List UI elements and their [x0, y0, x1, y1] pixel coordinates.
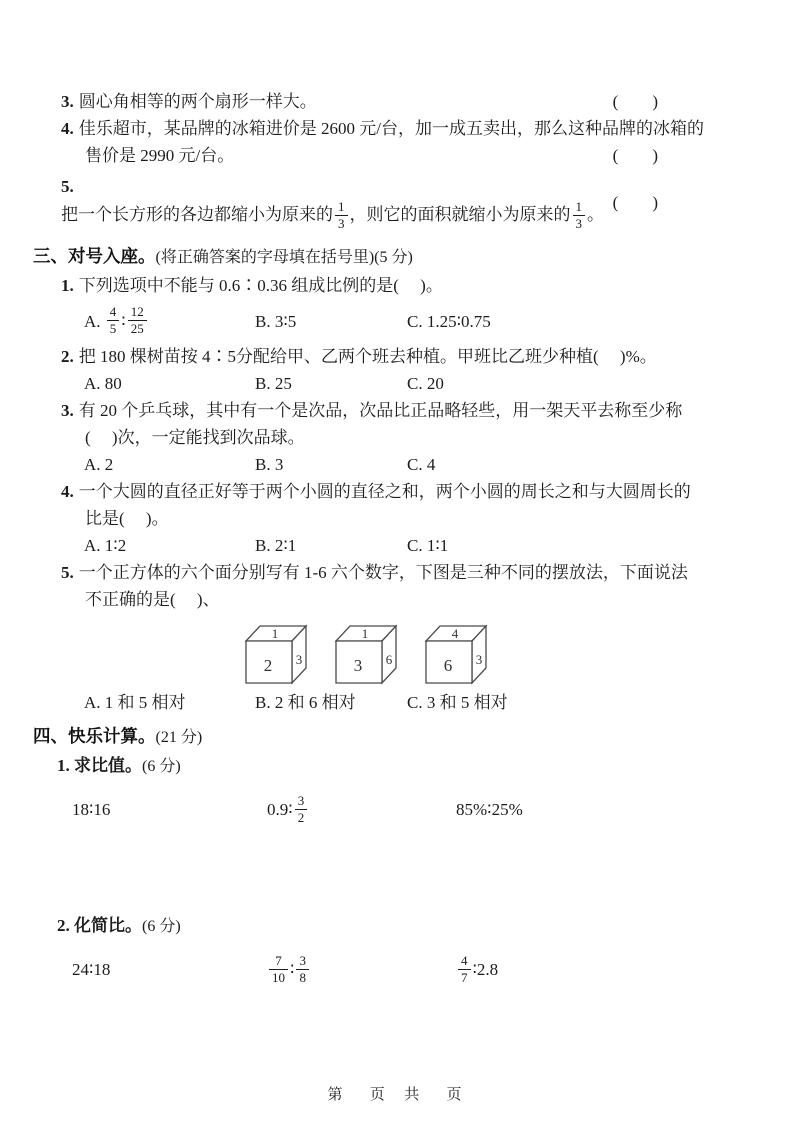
- answer-bracket: ( ): [612, 92, 658, 111]
- judgment-item-3-text: [61, 88, 605, 115]
- calc-sub1-items: [72, 788, 723, 832]
- judgment-item-5: [61, 173, 723, 232]
- question-number: 3.: [61, 92, 74, 111]
- fraction: $\frac{1}{3}$: [573, 199, 586, 231]
- calc-sub2-items: [72, 948, 723, 992]
- calc-item: $\frac{4}{7}$ ∶2.8: [456, 948, 723, 992]
- option-a: A. 1 和 5 相对: [84, 693, 186, 713]
- judgment-item-4-line1: [61, 115, 723, 142]
- subsection-note: (6 分): [142, 758, 181, 776]
- question-line2: 不正确的是( )、: [85, 590, 220, 610]
- option-b: B. 3: [255, 455, 284, 475]
- cube2-top-number: 1: [361, 626, 369, 642]
- calc-item: $\frac{7}{10}$ ∶ $\frac{3}{8}$: [267, 948, 456, 992]
- option-b: B. 3∶5: [255, 311, 297, 331]
- option-b: B. 2∶1: [255, 536, 297, 556]
- cube1-front-number: 2: [263, 656, 273, 676]
- fraction: $\frac{7}{10}$: [269, 953, 288, 985]
- options-row: [84, 370, 723, 397]
- question-line: [61, 559, 723, 586]
- question-text: 一个正方体的六个面分别写有 1-6 六个数字，下图是三种不同的摆放法，下面说法: [78, 563, 688, 583]
- question-text: 圆心角相等的两个扇形一样大。: [78, 92, 317, 111]
- question-text: 下列选项中不能与 0.6∶0.36 组成比例的是( )。: [78, 276, 443, 296]
- calc-section-heading: [33, 722, 723, 752]
- choice-question-5: [33, 559, 723, 716]
- choice-question-1: [33, 272, 723, 343]
- calc-item: 0.9∶ $\frac{3}{2}$: [267, 788, 456, 832]
- option-b: B. 2 和 6 相对: [255, 693, 356, 713]
- question-line: [61, 272, 723, 299]
- option-a: A. $\frac{4}{5}$ ∶ $\frac{12}{25}$: [84, 299, 255, 343]
- cube-diagrams: [238, 619, 723, 689]
- calc-sub1: [33, 752, 723, 832]
- cube1-right-number: 3: [295, 652, 303, 668]
- option-b: B. 25: [255, 374, 292, 394]
- fraction: $\frac{4}{5}$: [107, 304, 120, 336]
- question-text: 把 180 棵树苗按 4∶5分配给甲、乙两个班去种植。甲班比乙班少种植( )%。: [78, 347, 657, 367]
- fraction: $\frac{12}{25}$: [128, 304, 147, 336]
- choice-question-4: [33, 478, 723, 559]
- question-line: [61, 478, 723, 505]
- question-number: 5.: [61, 177, 74, 196]
- cube2-right-number: 6: [385, 652, 393, 668]
- judgment-item-4-line2-row: [61, 142, 723, 169]
- calc-sub1-heading: [57, 752, 723, 780]
- question-number: 4.: [61, 482, 74, 502]
- question-text: 售价是 2990 元/台。: [85, 146, 235, 165]
- cube-diagram-2: [328, 619, 410, 689]
- option-c: C. 3 和 5 相对: [407, 693, 508, 713]
- cube1-top-number: 1: [271, 626, 279, 642]
- cube2-front-number: 3: [353, 656, 363, 676]
- question-line2: 比是( )。: [85, 509, 169, 529]
- fraction: $\frac{4}{7}$: [458, 953, 471, 985]
- option-a: A. 80: [84, 374, 122, 394]
- question-number: 5.: [61, 563, 74, 583]
- question-line: [61, 343, 723, 370]
- fraction: $\frac{3}{8}$: [296, 953, 309, 985]
- judgment-item-3: [61, 88, 723, 115]
- cube-diagram-1: [238, 619, 320, 689]
- question-text: 佳乐超市，某品牌的冰箱进价是 2600 元/台，加一成五卖出，那么这种品牌的冰箱的: [78, 119, 704, 138]
- answer-bracket: ( ): [612, 146, 658, 165]
- calc-item: 18∶16: [72, 800, 111, 820]
- question-number: 4.: [61, 119, 74, 138]
- cube3-right-number: 3: [475, 652, 483, 668]
- question-text: 一个大圆的直径正好等于两个小圆的直径之和，两个小圆的周长之和与大圆周长的: [78, 482, 691, 502]
- calc-item: 85%∶25%: [456, 800, 523, 820]
- answer-bracket: ( ): [612, 193, 658, 213]
- page-footer: 第 页 共 页: [327, 1087, 466, 1103]
- question-number: 1.: [61, 276, 74, 296]
- section-note: (将正确答案的字母填在括号里)(5 分): [155, 249, 413, 267]
- option-c: C. 1∶1: [407, 536, 449, 556]
- options-row: [84, 532, 723, 559]
- options-row: [84, 299, 723, 343]
- fraction: $\frac{3}{2}$: [295, 793, 308, 825]
- judgment-item-4: [33, 115, 723, 169]
- option-a: A. 2: [84, 455, 114, 475]
- options-row: [84, 451, 723, 478]
- cube-diagram-3: [418, 619, 500, 689]
- option-c: C. 4: [407, 455, 436, 475]
- question-number: 2.: [61, 347, 74, 367]
- choice-question-2: [33, 343, 723, 397]
- question-line2: ( )次，一定能找到次品球。: [85, 428, 305, 448]
- calc-item: 24∶18: [72, 960, 111, 980]
- subsection-note: (6 分): [142, 918, 181, 936]
- option-c: C. 1.25∶0.75: [407, 311, 491, 331]
- calc-section: [33, 722, 723, 992]
- question-text: 有 20 个乒乓球，其中有一个是次品，次品比正品略轻些，用一架天平去称至少称: [78, 401, 683, 421]
- cube3-top-number: 4: [451, 626, 459, 642]
- fraction: $\frac{1}{3}$: [335, 199, 348, 231]
- question-text: 把一个长方形的各边都缩小为原来的 $\frac{1}{3}$ ，则它的面积就缩小为原来的 $\frac{1}{3}$ 。: [61, 199, 604, 231]
- option-a: A. 1∶2: [84, 536, 127, 556]
- calc-sub2-heading: [57, 912, 723, 940]
- calc-sub2: [33, 912, 723, 992]
- section-note: (21 分): [155, 729, 203, 747]
- choice-section-heading: [33, 242, 723, 272]
- judgment-item-5-text: [61, 173, 605, 232]
- section-title: 三、对号入座。: [33, 246, 156, 267]
- choice-question-3: [33, 397, 723, 478]
- question-line: [61, 397, 723, 424]
- question-number: 3.: [61, 401, 74, 421]
- cube3-front-number: 6: [443, 656, 453, 676]
- section-title: 四、快乐计算。: [33, 726, 156, 747]
- subsection-label: 2. 化简比。: [57, 916, 142, 936]
- option-c: C. 20: [407, 374, 444, 394]
- subsection-label: 1. 求比值。: [57, 756, 142, 776]
- choice-section: [33, 242, 723, 716]
- options-row: [84, 689, 723, 716]
